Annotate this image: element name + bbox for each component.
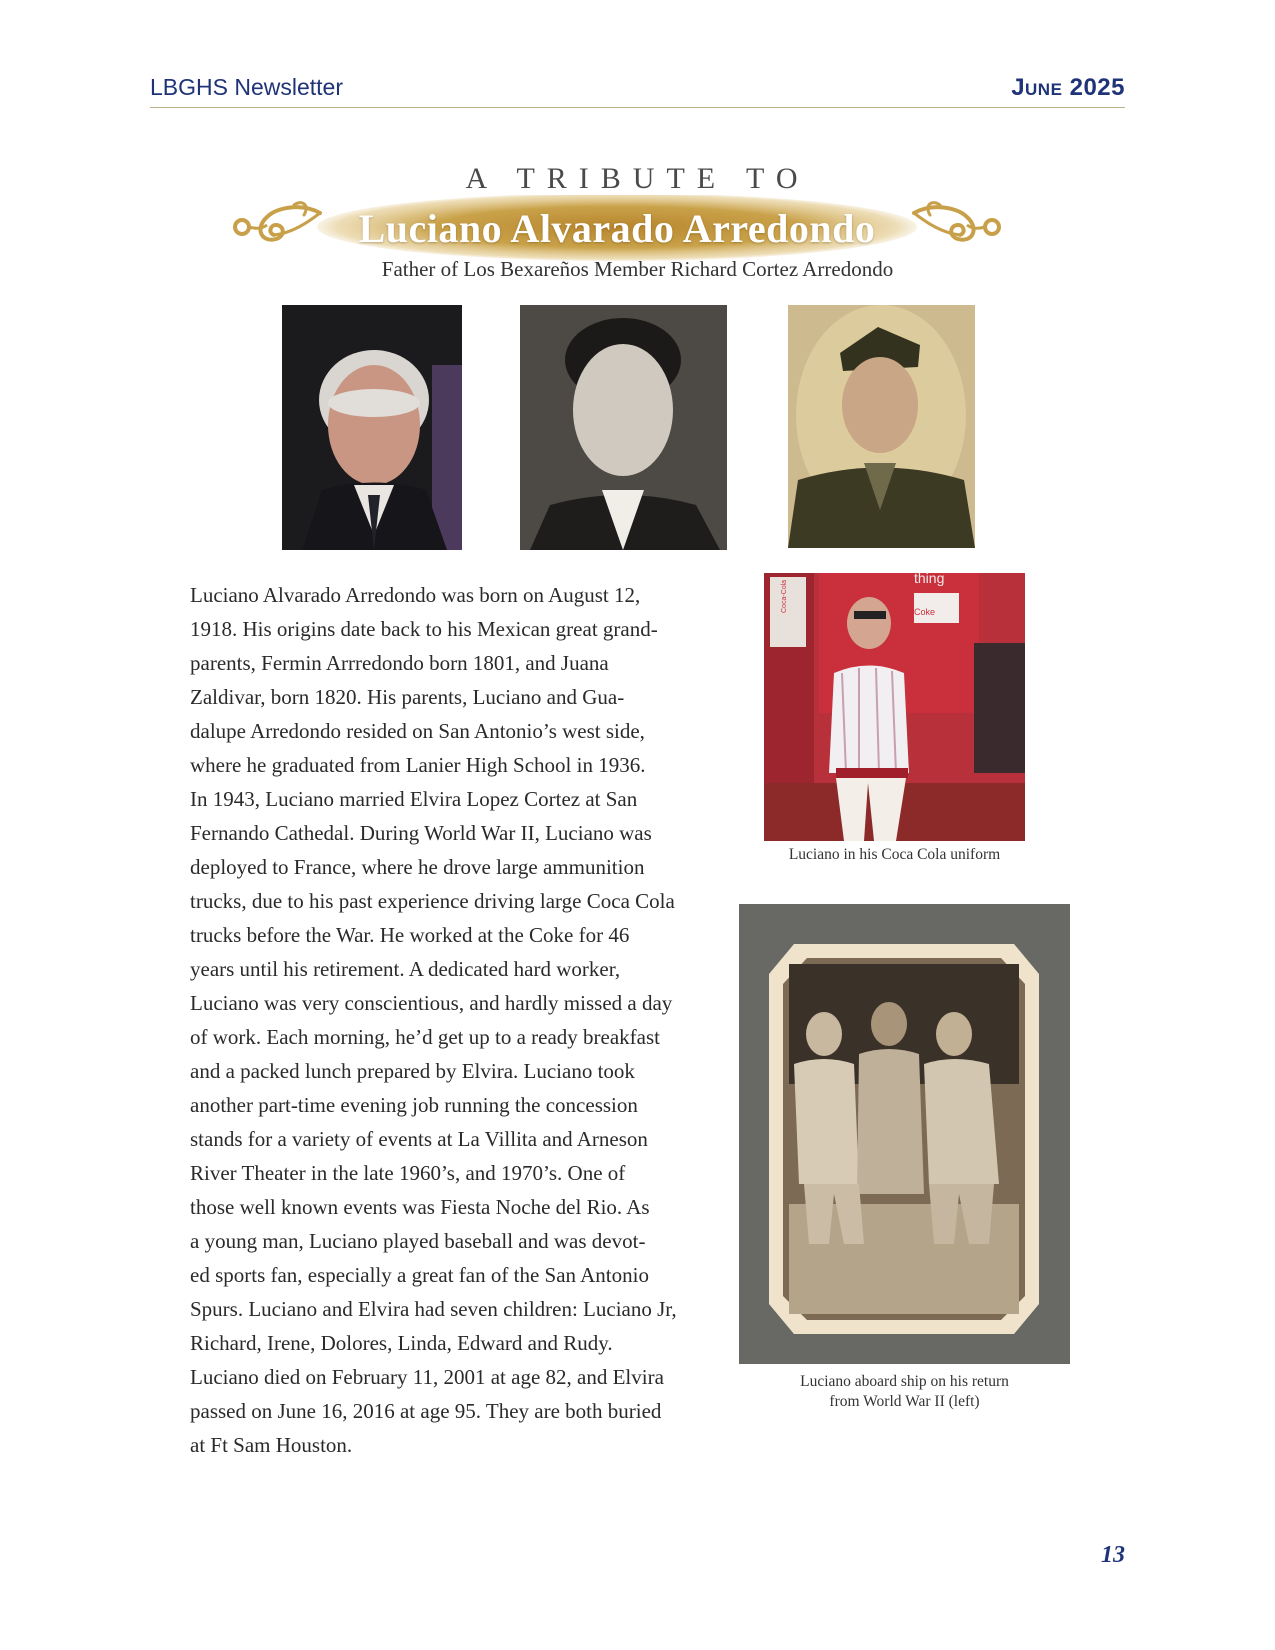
- article-line: Fernando Cathedal. During World War II, Luciano was: [190, 821, 652, 845]
- article-line: at Ft Sam Houston.: [190, 1433, 353, 1457]
- article-line: stands for a variety of events at La Villita and Arneson: [190, 1127, 648, 1151]
- portrait-soldier-photo: [788, 305, 975, 548]
- ship-return-photo: [739, 904, 1070, 1364]
- article-line: parents, Fermin Arrredondo born 1801, and Juana: [190, 651, 609, 675]
- coca-cola-sign-text: Coca-Cola: [781, 579, 788, 613]
- article-line: Richard, Irene, Dolores, Linda, Edward and Rudy.: [190, 1331, 613, 1355]
- article-line: River Theater in the late 1960’s, and 1970’s. One of: [190, 1161, 626, 1185]
- article-line: and a packed lunch prepared by Elvira. Luciano took: [190, 1059, 635, 1083]
- article-line: another part-time evening job running the concession: [190, 1093, 638, 1117]
- article-line: deployed to France, where he drove large ammunition: [190, 855, 645, 879]
- article-line: years until his retirement. A dedicated hard worker,: [190, 957, 621, 981]
- article-line: passed on June 16, 2016 at age 95. They are both buried: [190, 1399, 662, 1423]
- tribute-heading: A TRIBUTE TO: [465, 162, 810, 195]
- portrait-elderly-photo: [282, 305, 462, 550]
- header-divider: [150, 107, 1125, 108]
- article-line: Zaldivar, born 1820. His parents, Luciano and Gua-: [190, 685, 625, 709]
- article-line: trucks, due to his past experience driving large Coca Cola: [190, 889, 675, 913]
- article-line: In 1943, Luciano married Elvira Lopez Cortez at San: [190, 787, 638, 811]
- article-line: Luciano was very conscientious, and hardly missed a day: [190, 991, 673, 1015]
- newsletter-title: LBGHS Newsletter: [150, 74, 344, 100]
- article-line: Spurs. Luciano and Elvira had seven children: Luciano Jr,: [190, 1297, 677, 1321]
- article-line: where he graduated from Lanier High School in 1936.: [190, 753, 646, 777]
- thing-sign-text: thing: [914, 573, 945, 586]
- article-line: a young man, Luciano played baseball and was devot-: [190, 1229, 646, 1253]
- article-line: of work. Each morning, he’d get up to a ready breakfast: [190, 1025, 660, 1049]
- ship-caption-line-2: from World War II (left): [829, 1393, 980, 1410]
- article-line: 1918. His origins date back to his Mexican great grand-: [190, 617, 658, 641]
- article-body: [190, 578, 730, 1462]
- article-line: those well known events was Fiesta Noche del Rio. As: [190, 1195, 650, 1219]
- portrait-young-photo: [520, 305, 727, 550]
- name-banner: [232, 195, 1002, 265]
- article-line: Luciano died on February 11, 2001 at age 82, and Elvira: [190, 1365, 664, 1389]
- ship-caption: [739, 1372, 1070, 1412]
- coca-cola-caption: Luciano in his Coca Cola uniform: [788, 846, 1001, 863]
- subtitle: Father of Los Bexareños Member Richard Cortez Arredondo: [381, 257, 894, 281]
- issue-date: June 2025: [1011, 74, 1125, 101]
- coke-sign-text: Coke: [914, 607, 936, 617]
- article-line: ed sports fan, especially a great fan of the San Antonio: [190, 1263, 649, 1287]
- article-line: trucks before the War. He worked at the Coke for 46: [190, 923, 630, 947]
- coca-cola-uniform-photo: [764, 573, 1025, 841]
- article-line: Luciano Alvarado Arredondo was born on August 12,: [190, 583, 641, 607]
- ship-caption-line-1: Luciano aboard ship on his return: [800, 1373, 1009, 1390]
- page-number: 13: [1101, 1542, 1125, 1568]
- honoree-name: Luciano Alvarado Arredondo: [358, 206, 876, 251]
- article-line: dalupe Arredondo resided on San Antonio’s west side,: [190, 719, 645, 743]
